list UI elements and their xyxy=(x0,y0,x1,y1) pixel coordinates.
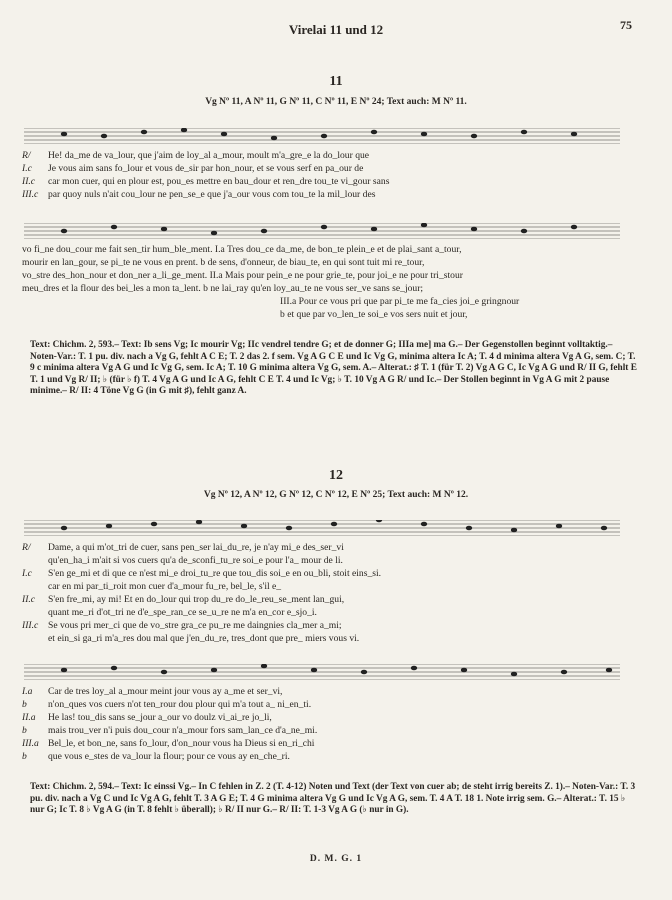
lyric-11-s2-1: vo fi_ne dou_cour me fait sen_tir hum_ble_ment. I.a Tres dou_ce da_me, de bon_te plein_e et de plai_sant a_tour, xyxy=(22,244,462,255)
lyric-12-iic-2: quant me_ri d'ot_tri ne d'e_spe_ran_ce se_u_re ne m'a en_cor e_sjo_i. xyxy=(48,607,317,618)
lyric-12-r-2: qu'en_ha_i m'ait si vos cuers qu'a de_sconfi_tu_re soi_e pour l'a_ mour de li. xyxy=(48,555,343,566)
lyric-12-r-1: R/ Dame, a qui m'ot_tri de cuer, sans pen_ser lai_du_re, je n'ay mi_e des_ser_vi xyxy=(22,542,344,553)
lyric-11-s2-3: vo_stre des_hon_nour et don_ner a_li_ge_ment. II.a Mais pour pein_e ne pour grie_te, pour joi_e ne pour tri_stour xyxy=(22,270,463,281)
staff-11-system-1 xyxy=(24,128,620,144)
lyric-11-ic: I.c Je vous aim sans fo_lour et vous de_sir par hon_nour, et se vous serf en pa_our de xyxy=(22,163,364,174)
lyric-12-iiia: III.a Bel_le, et bon_ne, sans fo_lour, d'on_nour vous ha Dieus si en_ri_chi xyxy=(22,738,315,749)
lyric-11-s2-5: III.a Pour ce vous pri que par pi_te me fa_cies joi_e gringnour xyxy=(280,296,520,307)
lyric-12-iib: b mais trou_ver n'i puis dou_cour n'a_mour fors sam_lan_ce d'a_ne_mi. xyxy=(22,725,318,736)
lyric-12-iiic-2: et ein_si ga_ri m'a_res dou mal que j'en_du_re, tres_dont que pre_ miers vous vi. xyxy=(48,633,360,644)
lyric-12-ic-2: car en mi par_ti_roit mon cuer d'a_mour fu_re, bel_le, s'il e_ xyxy=(48,581,282,592)
piece-11-notes: Text: Chichm. 2, 593.– Text: Ib sens Vg; Ic mourir Vg; IIc vendrel tendre G; et de donner G; IIIa me] ma G.– Der Gegenstollen beginnt volltaktig.– Noten-Var.: T. 1 pu. div. nach a Vg G, fehlt A C E; T. 2 das 2. f sem. Vg A G C E und Ic Vg G, minima altera Ic A; T. 4 d minima altera Vg A G, sem. C; T. 9 c minima altera Vg A G und Ic Vg G, sem. Ic A; T. 10 G minima altera Vg G, sem. A.– Alterat.: ♯ T. 1 (für T. 2) Vg A G C, Ic Vg A G und R/ II G, fehlt E T. 1 und Vg R/ II; ♭ (für ♭ f) T. 4 Vg A G und Ic A G, fehlt C E T. 4 und Ic Vg; ♭ T. 10 Vg A G R/ und Ic.– Der Stollen beginnt in Vg A G mit 2 pause minime.– R/ II: 4 Töne Vg G (in G mit ♯), fehlt ganz A. xyxy=(30,340,637,396)
piece-11-number: 11 xyxy=(329,74,343,89)
lyric-11-s2-4: meu_dres et la flour des bei_les a mon ta_lent. b ne lai_ray qu'en loy_au_te ne vous ser_ve sans se_jour; xyxy=(22,283,424,294)
lyric-11-iic: II.c car mon cuer, qui en plour est, pou_es mettre en bau_dour et ren_dre tou_te vi_gour sans xyxy=(22,176,390,187)
piece-11-sources: Vg Nº 11, A Nº 11, G Nº 11, C Nº 11, E Nº 24; Text auch: M Nº 11. xyxy=(205,97,467,107)
running-header: Virelai 11 und 12 xyxy=(288,22,384,37)
lyric-11-s2-6: b et que par vo_len_te soi_e vos sers nuit et jour, xyxy=(280,309,468,320)
page-footer: D. M. G. 1 xyxy=(309,854,363,864)
lyric-12-ia: I.a Car de tres loy_al a_mour meint jour vous ay a_me et ser_vi, xyxy=(22,686,283,697)
piece-12-notes: Text: Chichm. 2, 594.– Text: Ic einssi Vg.– In C fehlen in Z. 2 (T. 4-12) Noten und Text (der Text von cuer ab; de steht irrig bereits Z. 1).– Noten-Var.: T. 3 pu. div. nach a Vg C und Ic Vg A G, fehlt T. 3 A G E; T. 4 G minima altera Vg G und Ic Vg A G, sem. T. 4 A T. 18 1. Note irrig sem. G.– Alterat.: T. 15 ♭ nur G; Ic T. 8 ♭ Vg A G (in T. 8 fehlt ♭ überall); ♭ R/ II nur G.– R/ II: T. 1-3 Vg A G (♭ nur in G). xyxy=(30,782,636,815)
lyric-12-iiic-1: III.c Se vous pri mer_ci que de vo_stre gra_ce pu_re me daingnies cla_mer a_mi; xyxy=(22,620,342,631)
lyric-12-iic-1: II.c S'en fre_mi, ay mi! Et en do_lour qui trop du_re do_le_reu_se_ment lan_gui, xyxy=(22,594,345,605)
staff-11-system-2 xyxy=(24,223,620,239)
staff-12-system-2 xyxy=(24,664,620,680)
lyric-11-iiic: III.c par quoy nuls n'ait cou_lour ne pen_se_e que j'a_our vous com tou_te la mil_lour des xyxy=(22,189,376,200)
piece-12-sources: Vg Nº 12, A Nº 12, G Nº 12, C Nº 12, E Nº 25; Text auch: M Nº 12. xyxy=(203,490,469,500)
lyric-12-iia: II.a He las! tou_dis sans se_jour a_our vo doulz vi_ai_re jo_li, xyxy=(22,712,272,723)
lyric-11-r: R/ He! da_me de va_lour, que j'aim de loy_al a_mour, moult m'a_gre_e la do_lour que xyxy=(22,150,370,161)
lyric-12-iiib: b que vous e_stes de va_lour la flour; pour ce vous ay en_che_ri. xyxy=(22,751,290,762)
staff-12-system-1 xyxy=(24,520,620,536)
lyric-12-ib: b n'on_ques vos cuers n'ot ten_rour dou plour qui m'a tout a_ ni_en_ti. xyxy=(22,699,312,710)
piece-12-number: 12 xyxy=(329,468,343,483)
lyric-12-ic-1: I.c S'en ge_mi et di que ce n'est mi_e droi_tu_re que tou_dis soi_e en ou_bli, stoit eins_si. xyxy=(22,568,382,579)
page-number: 75 xyxy=(620,18,632,32)
lyric-11-s2-2: mourir en lan_gour, se pi_te ne vous en prent. b de sens, d'onneur, de biau_te, en qui sont tuit mi re_tour, xyxy=(22,257,425,268)
